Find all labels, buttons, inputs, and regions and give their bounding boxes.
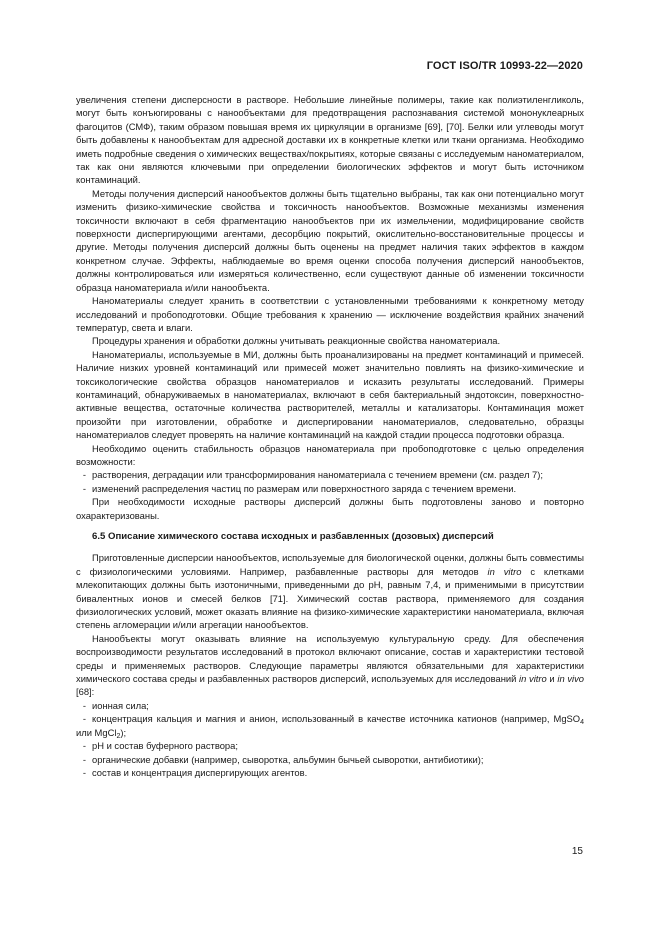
- list-item: [76, 482, 584, 495]
- paragraph: [76, 551, 584, 631]
- list-item-text: органические добавки (например, сыворотка, альбумин бычьей сыворотки, антибиотики);: [92, 753, 484, 765]
- list-item-text: концентрация кальция и магния и анион, использованный в качестве источника катионов (например, MgSO: [92, 713, 581, 725]
- dash-marker: -: [82, 469, 86, 481]
- list-item: [76, 712, 584, 739]
- list-item-text: изменений распределения частиц по размерам или поверхностного заряда с течением времени.: [92, 482, 517, 494]
- list-item-text: растворения, деградации или трансформирования наноматериала с течением времени (см. раздел 7);: [92, 469, 543, 481]
- dash-marker: -: [82, 482, 86, 494]
- dash-marker: -: [82, 753, 86, 765]
- italic-term: in vitro: [519, 673, 547, 685]
- list-item-text: ионная сила;: [92, 699, 149, 711]
- list-item: [76, 766, 584, 779]
- list-item: [76, 739, 584, 752]
- list-item-text: состав и концентрация диспергирующих агентов.: [92, 766, 308, 778]
- list-item-text: );: [120, 726, 127, 738]
- paragraph: Наноматериалы следует хранить в соответствии с установленными требованиями к конкретному методу исследований и пробоподготовки. Общие требования к хранению — исключение воздействия крайних значений температур, света и влаги.: [76, 295, 584, 333]
- paragraph: При необходимости исходные растворы дисперсий должны быть подготовлены заново и повторно охарактеризованы.: [76, 496, 584, 521]
- italic-term: in vivo: [557, 673, 585, 685]
- list-item: [76, 699, 584, 712]
- paragraph: Процедуры хранения и обработки должны учитывать реакционные свойства наноматериала.: [92, 335, 501, 347]
- text-run: Приготовленные дисперсии нанообъектов, используемые для биологической оценки, должны быть совместимы с физиологическими условиями. Например, разбавленные растворы для методов: [76, 552, 584, 577]
- document-body: [76, 93, 584, 779]
- dash-marker: -: [82, 699, 86, 711]
- dash-marker: -: [82, 766, 86, 778]
- dash-marker: -: [82, 713, 86, 725]
- paragraph: Необходимо оценить стабильность образцов наноматериала при пробоподготовке с целью определения возможности:: [76, 442, 584, 467]
- dash-marker: -: [82, 740, 86, 752]
- list-item: [76, 753, 584, 766]
- paragraph: Методы получения дисперсий нанообъектов должны быть тщательно выбраны, так как они потенциально могут изменить физико-химические свойства и токсичность нанообъектов. Возможные механизмы изменения токсичности включают в себя фрагментацию нанообъектов при их измельчении, модифицирование свойств поверхности диспергирующими агентами, десорбцию покрытий, окислительно-восстановительные процессы и другие. Методы получения дисперсий должны быть оценены на предмет наличия таких эффектов в каждом конкретном случае. Эффекты, наблюдаемые во время оценки способа получения дисперсий нанообъектов, должны контролироваться или измеряться количественно, если существуют данные об изменении токсичности образца наноматериала и/или нанообъекта.: [76, 187, 584, 293]
- page-number: 15: [571, 846, 583, 857]
- paragraph: увеличения степени дисперсности в растворе. Небольшие линейные полимеры, такие как полиэтиленгликоль, могут быть конъюгированы с нанообъектами для предотвращения распознавания системой мононуклеарных фагоцитов (СМФ), таким образом повышая время их циркуляции в организме [69], [70]. Белки или углеводы могут быть добавлены к нанообъектам для адресной доставки их в конкретные клетки или ткани организма. Необходимо иметь подробные сведения о химических веществах/покрытиях, которые связаны с исследуемым наноматериалом, так как они являются ключевыми при определении биологических эффектов и могут быть источником контаминаций.: [76, 94, 584, 186]
- text-run: и: [546, 673, 558, 685]
- paragraph: [76, 632, 584, 699]
- list-item-text: pH и состав буферного раствора;: [92, 740, 238, 752]
- text-run: [68]:: [76, 686, 95, 698]
- list-item: [76, 468, 584, 481]
- subscript: 2: [116, 732, 121, 740]
- section-heading: 6.5 Описание химического состава исходных и разбавленных (дозовых) дисперсий: [92, 531, 494, 542]
- subscript: 4: [580, 719, 584, 727]
- text-run: Нанообъекты могут оказывать влияние на используемую культуральную среду. Для обеспечения воспроизводимости результатов исследований в протокол включают описание, состав и характеристики тестовой среды и применяемых растворов. Следующие параметры являются обязательными для характеристики химического состава среды и разбавленных растворов дисперсий, используемых для исследований: [76, 632, 584, 685]
- text-run: с клетками млекопитающих должны быть изотоничными, приведенными до pH, равным 7,4, и применимыми в присутствии бивалентных ионов и смесей белков [71]. Химический состав раствора, применяемого для создания физиологических условий, может оказать влияние на физико-химические характеристики наноматериала, включая степень агломерации и/или агрегации нанообъектов.: [76, 565, 584, 631]
- italic-term: in vitro: [487, 565, 522, 577]
- paragraph: Наноматериалы, используемые в МИ, должны быть проанализированы на предмет контаминаций и примесей. Наличие низких уровней контаминаций или примесей может значительно повлиять на физико-химические и токсикологические свойства образцов наноматериалов и исказить результаты исследований. Примеры контаминаций, обнаруживаемых в наноматериалах, включают в себя бактериальный эндотоксин, поверхностно-активные вещества, остаточные количества растворителей, металлы и катализаторы. Контаминация может произойти при изготовлении, обработке и диспергировании наноматериалов, следовательно, образцы наноматериалов следует проверять на наличие контаминаций на каждой стадии процесса подготовки образца.: [76, 348, 584, 441]
- list-item-text: или MgCl: [76, 726, 117, 738]
- document-code: ГОСТ ISO/TR 10993-22—2020: [426, 60, 583, 72]
